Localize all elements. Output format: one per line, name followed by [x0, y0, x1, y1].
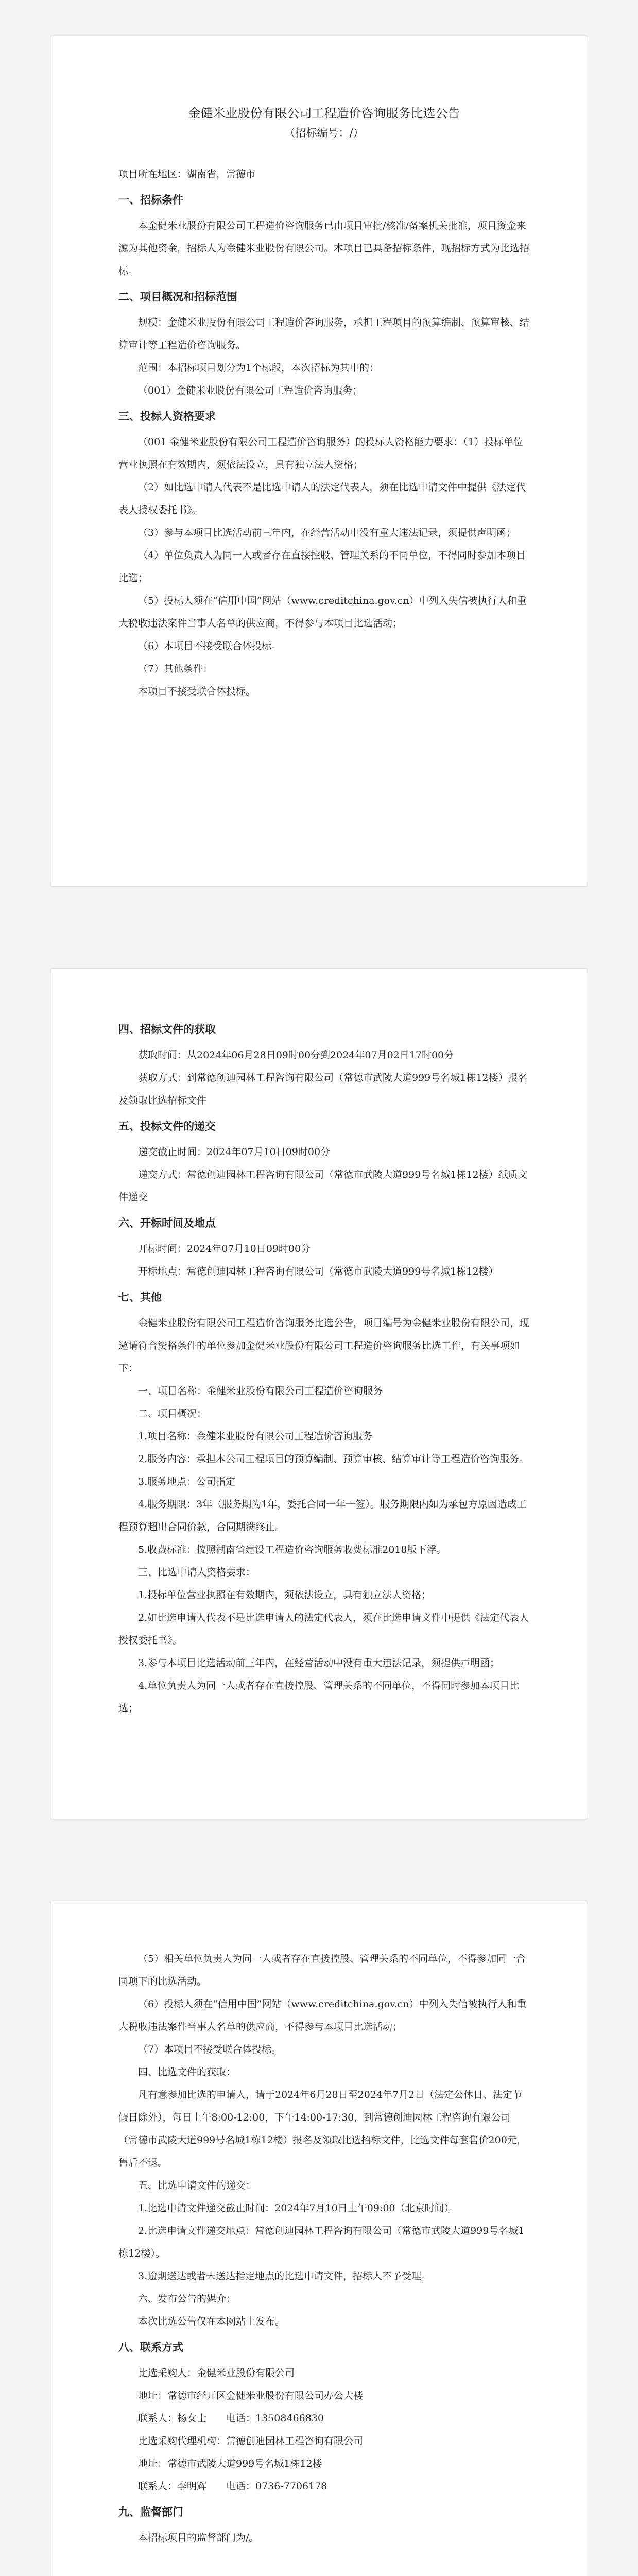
section-heading: 五、投标文件的递交: [118, 1120, 216, 1132]
document-page-3: [51, 1901, 587, 2576]
paragraph: 1.比选申请文件递交截止时间：2024年7月10日上午09:00（北京时间）。: [138, 2202, 459, 2214]
paragraph: 五、比选申请文件的递交：: [138, 2180, 256, 2191]
paragraph: （3）参与本项目比选活动前三年内，在经营活动中没有重大违法记录，须提供声明函；: [138, 527, 516, 538]
paragraph: 4.单位负责人为同一人或者存在直接控股、管理关系的不同单位，不得同时参加本项目比选；: [118, 1680, 520, 1714]
paragraph: 3.服务地点：公司指定: [138, 1476, 236, 1487]
section-heading: 一、招标条件: [118, 193, 183, 206]
tender-number: （招标编号：/）: [284, 127, 364, 139]
paragraph: 比选采购代理机构：常德创迪园林工程咨询有限公司: [138, 2435, 364, 2447]
section-heading: 八、联系方式: [118, 2341, 183, 2353]
paragraph: 5.收费标准：按照湖南省建设工程造价咨询服务收费标准2018版下浮。: [138, 1544, 446, 1555]
project-location: 项目所在地区：湖南省，常德市: [118, 168, 256, 180]
paragraph: 二、项目概况：: [138, 1408, 207, 1419]
paragraph: 规模：金健米业股份有限公司工程造价咨询服务，承担工程项目的预算编制、预算审核、结算审计等工程造价咨询服务。: [118, 317, 530, 351]
paragraph: 开标地点：常德创迪园林工程咨询有限公司（常德市武陵大道999号名城1栋12楼）: [138, 1266, 498, 1277]
paragraph: 获取方式：到常德创迪园林工程咨询有限公司（常德市武陵大道999号名城1栋12楼）报名及领取比选招标文件: [118, 1072, 528, 1106]
paragraph: 三、比选申请人资格要求：: [138, 1567, 256, 1578]
section-heading: 九、监督部门: [118, 2505, 183, 2518]
paragraph: 本招标项目的监督部门为/。: [138, 2532, 259, 2544]
paragraph: 2.比选申请文件递交地点：常德创迪园林工程咨询有限公司（常德市武陵大道999号名城1栋12楼）。: [118, 2225, 525, 2259]
paragraph: 2.如比选申请人代表不是比选申请人的法定代表人，须在比选申请文件中提供《法定代表人授权委托书》。: [118, 1612, 529, 1646]
paragraph: 范围：本招标项目划分为1个标段，本次招标为其中的：: [138, 362, 380, 374]
paragraph: 获取时间：从2024年06月28日09时00分到2024年07月02日17时00分: [138, 1049, 454, 1061]
paragraph: 比选采购人：金健米业股份有限公司: [138, 2367, 295, 2379]
paragraph: （2）如比选申请人代表不是比选申请人的法定代表人，须在比选申请文件中提供《法定代表人授权委托书》。: [118, 482, 526, 516]
paragraph: （6）本项目不接受联合体投标。: [138, 640, 282, 652]
paragraph: 四、比选文件的获取：: [138, 2066, 236, 2078]
paragraph: 1.投标单位营业执照在有效期内，须依法设立，具有独立法人资格；: [138, 1589, 432, 1601]
paragraph: 本金健米业股份有限公司工程造价咨询服务已由项目审批/核准/备案机关批准，项目资金来源为其他资金，招标人为金健米业股份有限公司。本项目已具备招标条件，现招标方式为比选招标。: [118, 220, 530, 277]
paragraph: 联系人：杨女士 电话：13508466830: [138, 2413, 324, 2424]
paragraph: 金健米业股份有限公司工程造价咨询服务比选公告，项目编号为金健米业股份有限公司，现邀请符合资格条件的单位参加金健米业股份有限公司工程造价咨询服务比选工作，有关事项如下：: [118, 1317, 530, 1374]
section-heading: 三、投标人资格要求: [118, 410, 216, 422]
paragraph: 联系人：李明辉 电话：0736-7706178: [138, 2481, 327, 2492]
paragraph: （5）投标人须在“信用中国”网站（www.creditchina.gov.cn）中列入失信被执行人和重大税收违法案件当事人名单的供应商，不得参与本项目比选活动；: [118, 595, 527, 629]
section-heading: 六、开标时间及地点: [118, 1216, 216, 1229]
section-heading: 二、项目概况和招标范围: [118, 290, 237, 303]
paragraph: 一、项目名称：金健米业股份有限公司工程造价咨询服务: [138, 1385, 383, 1397]
paragraph: 递交截止时间：2024年07月10日09时00分: [138, 1146, 331, 1158]
paragraph: （7）本项目不接受联合体投标。: [138, 2044, 282, 2055]
section-heading: 四、招标文件的获取: [118, 1023, 216, 1036]
document-page-2: [51, 969, 587, 1819]
paragraph: 2.服务内容：承担本公司工程项目的预算编制、预算审核、结算审计等工程造价咨询服务。: [138, 1453, 529, 1465]
paragraph: （4）单位负责人为同一人或者存在直接控股、管理关系的不同单位，不得同时参加本项目比选；: [118, 550, 526, 584]
paragraph: 本次比选公告仅在本网站上发布。: [138, 2316, 285, 2327]
document-title: 金健米业股份有限公司工程造价咨询服务比选公告: [188, 106, 460, 121]
paragraph: 递交方式：常德创迪园林工程咨询有限公司（常德市武陵大道999号名城1栋12楼）纸质文件递交: [118, 1169, 528, 1203]
paragraph: 1.项目名称：金健米业股份有限公司工程造价咨询服务: [138, 1431, 373, 1442]
paragraph: 3.逾期送达或者未送达指定地点的比选申请文件，招标人不予受理。: [138, 2270, 432, 2282]
paragraph: 地址：常德市武陵大道999号名城1栋12楼: [138, 2458, 322, 2469]
document-page-1: [51, 36, 587, 886]
paragraph: （5）相关单位负责人为同一人或者存在直接控股、管理关系的不同单位，不得参加同一合同项下的比选活动。: [118, 1953, 526, 1987]
paragraph: （001）金健米业股份有限公司工程造价咨询服务；: [138, 385, 363, 396]
paragraph: 4.服务期限：3年（服务期为1年，委托合同一年一签）。服务期限内如为承包方原因造成工程预算超出合同价款，合同期满终止。: [118, 1499, 527, 1533]
paragraph: 凡有意参加比选的申请人，请于2024年6月28日至2024年7月2日（法定公休日、法定节假日除外），每日上午8:00-12:00，下午14:00-17:30，到常德创迪园林工程咨询有限公司（常德市武陵大道999号名城1栋12楼）报名及领取比选招标文件，比选文件每套售价200元，售后不退。: [118, 2089, 527, 2168]
paragraph: （7）其他条件：: [138, 663, 213, 674]
paragraph: 地址：常德市经开区金健米业股份有限公司办公大楼: [138, 2390, 364, 2401]
paragraph: 六、发布公告的媒介：: [138, 2293, 236, 2304]
paragraph: 3.参与本项目比选活动前三年内，在经营活动中没有重大违法记录，须提供声明函；: [138, 1657, 500, 1669]
paragraph: （6）投标人须在“信用中国”网站（www.creditchina.gov.cn）中列入失信被执行人和重大税收违法案件当事人名单的供应商，不得参与本项目比选活动；: [118, 1998, 527, 2032]
section-heading: 七、其他: [118, 1291, 162, 1303]
paragraph: （001 金健米业股份有限公司工程造价咨询服务）的投标人资格能力要求：（1）投标单位营业执照在有效期内，须依法设立，具有独立法人资格；: [118, 436, 523, 470]
paragraph: 本项目不接受联合体投标。: [138, 686, 256, 697]
paragraph: 开标时间：2024年07月10日09时00分: [138, 1243, 311, 1255]
